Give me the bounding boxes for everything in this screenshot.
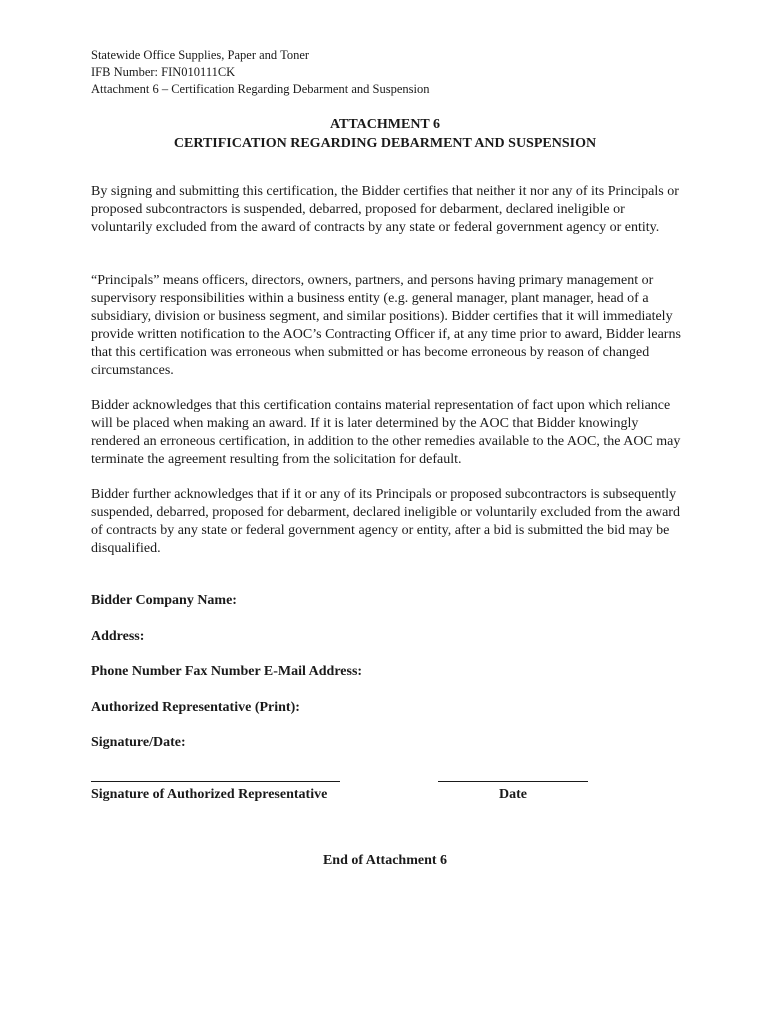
paragraph-acknowledgement xyxy=(91,397,683,469)
date-line xyxy=(438,781,588,782)
paragraph-disqualification xyxy=(91,486,683,558)
paragraph-text: By signing and submitting this certification, the Bidder certifies that neither it nor any of its Principals or proposed subcontractors is suspended, debarred, proposed for debarment, declared ineligible or voluntarily excluded from the award of contracts by any state or federal government agency or entity. xyxy=(91,184,679,235)
paragraph-text: Bidder acknowledges that this certification contains material representation of fact upon which reliance will be placed when making an award. If it is later determined by the AOC that Bidder knowingly rendered an erroneous certification, in addition to the other remedies available to the AOC, the AOC may terminate the agreement resulting from the solicitation for default. xyxy=(91,398,681,467)
paragraph-principals-definition xyxy=(91,272,683,380)
field-label-company-name: Bidder Company Name: xyxy=(91,593,237,608)
paragraph-certification xyxy=(91,183,683,237)
field-label-representative: Authorized Representative (Print): xyxy=(91,700,300,715)
signature-line xyxy=(91,781,340,782)
field-label-address: Address: xyxy=(91,629,145,644)
document-title xyxy=(0,115,770,153)
header-ifb-number: IFB Number: FIN010111CK xyxy=(91,65,236,79)
header-contract-title: Statewide Office Supplies, Paper and Toner xyxy=(91,48,310,62)
title-attachment-number: ATTACHMENT 6 xyxy=(329,117,441,132)
document-header xyxy=(91,47,429,98)
date-label: Date xyxy=(499,787,527,802)
header-attachment-title: Attachment 6 – Certification Regarding Debarment and Suspension xyxy=(91,82,430,96)
end-of-attachment: End of Attachment 6 xyxy=(322,853,448,868)
paragraph-text: “Principals” means officers, directors, owners, partners, and persons having primary management or supervisory responsibilities within a business entity (e.g. general manager, plant manager, head of a subsidiary, division or business segment, and similar positions). Bidder certifies that it will immediately provide written notification to the AOC’s Contracting Officer if, at any time prior to award, Bidder learns that this certification was erroneous when submitted or has become erroneous by reason of changed circumstances. xyxy=(91,273,681,378)
title-certification: CERTIFICATION REGARDING DEBARMENT AND SUSPENSION xyxy=(173,136,597,151)
field-label-signature-date: Signature/Date: xyxy=(91,735,186,750)
paragraph-text: Bidder further acknowledges that if it or any of its Principals or proposed subcontractors is subsequently suspended, debarred, proposed for debarment, declared ineligible or voluntarily excluded from the award of contracts by any state or federal government agency or entity, after a bid is submitted the bid may be disqualified. xyxy=(91,487,680,556)
signature-label: Signature of Authorized Representative xyxy=(91,787,328,802)
field-label-contact: Phone Number Fax Number E-Mail Address: xyxy=(91,664,363,679)
